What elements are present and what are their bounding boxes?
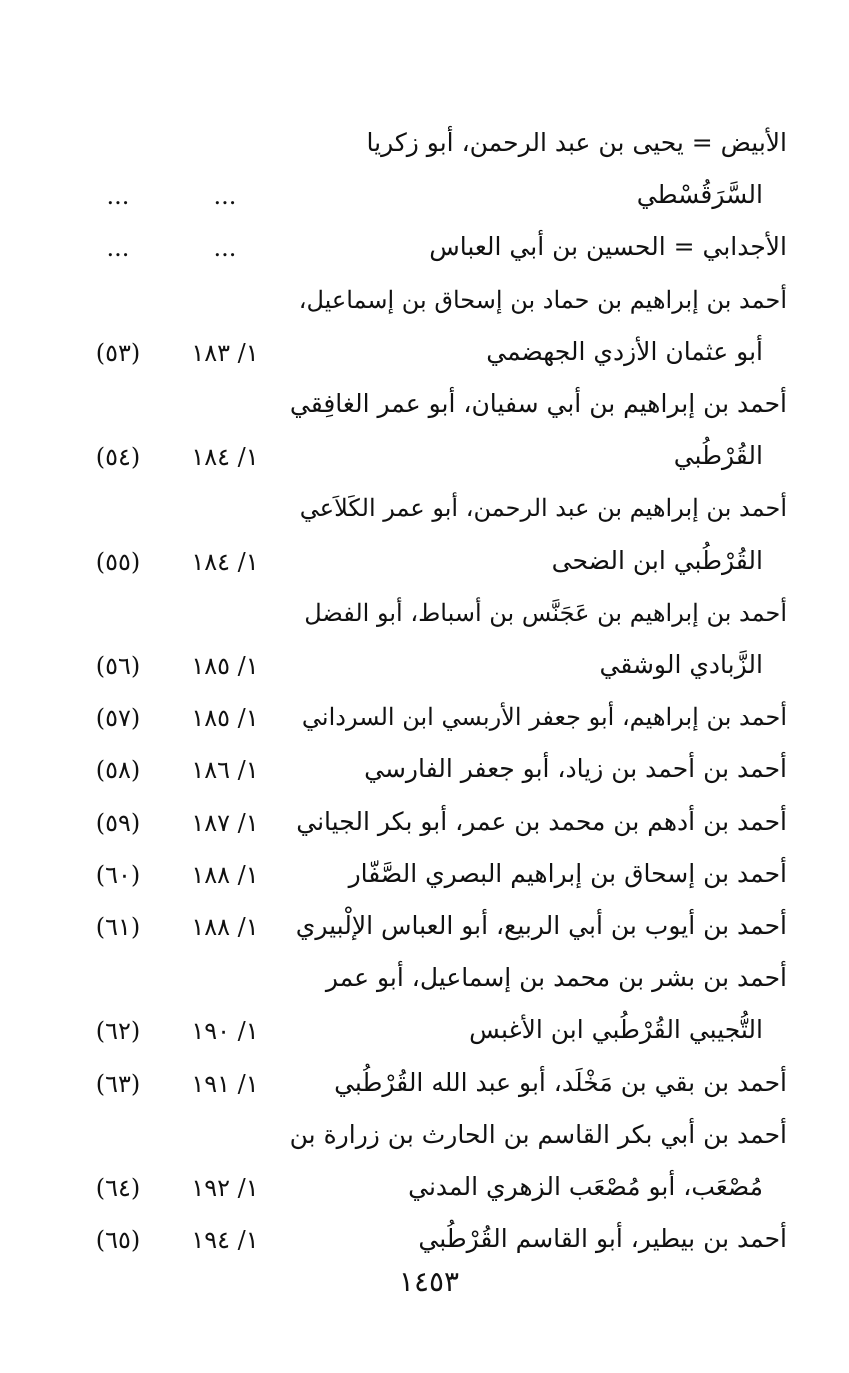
entry-name: القُرْطُبي ابن الضحى (551, 545, 763, 575)
index-line (0, 275, 849, 327)
entry-name: أبو عثمان الأزدي الجهضمي (486, 336, 763, 366)
volume-page-reference: ١/ ١٨٤ (191, 443, 259, 472)
page-number: ١٤٥٣ (398, 1265, 460, 1298)
index-line (0, 797, 849, 849)
entry-name: أحمد بن إبراهيم بن أبي سفيان، أبو عمر الغافِقي (289, 389, 787, 418)
index-line (0, 327, 849, 379)
index-line (0, 1005, 849, 1057)
entry-name: السَّرَقُسْطي (636, 180, 763, 210)
entry-number: (٦٠) (95, 860, 141, 889)
volume-page-reference: ١/ ١٨٥ (191, 704, 259, 733)
entry-number: (٥٤) (95, 443, 141, 472)
entry-number: (٥٩) (95, 808, 141, 837)
entry-name: أحمد بن أيوب بن أبي الربيع، أبو العباس الإلْبيري (295, 911, 787, 940)
index-line (0, 953, 849, 1005)
entry-number: (٦١) (95, 913, 141, 941)
index-line (0, 222, 849, 274)
volume-page-reference: ١/ ١٩١ (191, 1069, 259, 1098)
index-line (0, 849, 849, 901)
entry-name: الزَّبادي الوشقي (599, 650, 763, 679)
entry-name: أحمد بن إبراهيم بن عبد الرحمن، أبو عمر الكَلاَعي (299, 494, 787, 523)
entry-name: أحمد بن إسحاق بن إبراهيم البصري الصَّفّار (348, 858, 787, 888)
index-line (0, 1110, 849, 1162)
entry-number: (٦٣) (95, 1069, 141, 1098)
entry-name: الأبيض = يحيى بن عبد الرحمن، أبو زكريا (366, 128, 787, 157)
entry-number: (٥٦) (95, 652, 141, 680)
entry-number: ... (106, 234, 130, 263)
volume-page-reference: ١/ ١٨٤ (191, 547, 259, 576)
index-line (0, 379, 849, 431)
index-line (0, 901, 849, 953)
entry-name: أحمد بن إبراهيم بن عَجَنَّس بن أسباط، أبو الفضل (304, 598, 787, 627)
entry-number: (٥٣) (95, 338, 141, 367)
entry-number: (٦٤) (95, 1174, 141, 1202)
index-line (0, 1058, 849, 1110)
entry-number: (٥٨) (95, 756, 141, 785)
index-line (0, 1214, 849, 1266)
index-line (0, 483, 849, 535)
entry-name: القُرْطُبي (673, 441, 763, 471)
entry-name: أحمد بن بيطير، أبو القاسم القُرْطُبي (418, 1224, 787, 1254)
index-line (0, 170, 849, 222)
index-line (0, 744, 849, 796)
entry-name: التُّجيبي القُرْطُبي ابن الأغبس (469, 1015, 763, 1045)
volume-page-reference: ١/ ١٩٤ (191, 1226, 259, 1255)
entry-name: أحمد بن بشر بن محمد بن إسماعيل، أبو عمر (325, 963, 787, 993)
entry-number: (٥٧) (95, 704, 141, 733)
index-line (0, 1162, 849, 1214)
volume-page-reference: ١/ ١٨٥ (191, 652, 259, 680)
entry-number: (٦٢) (95, 1017, 141, 1046)
volume-page-reference: ١/ ١٨٨ (191, 913, 259, 941)
volume-page-reference: ١/ ١٩٠ (191, 1017, 259, 1046)
volume-page-reference: ١/ ١٩٢ (191, 1174, 259, 1202)
index-line (0, 692, 849, 744)
index-line (0, 431, 849, 483)
entry-number: (٦٥) (95, 1226, 141, 1255)
index-line (0, 118, 849, 170)
entry-name: مُصْعَب، أبو مُصْعَب الزهري المدني (408, 1172, 763, 1201)
entry-name: أحمد بن أدهم بن محمد بن عمر، أبو بكر الجياني (296, 806, 787, 836)
volume-page-reference: ١/ ١٨٣ (191, 338, 259, 367)
entry-number: (٥٥) (95, 547, 141, 576)
index-line (0, 536, 849, 588)
entry-name: أحمد بن أبي بكر القاسم بن الحارث بن زرارة بن (289, 1119, 787, 1149)
entry-name: أحمد بن بقي بن مَخْلَد، أبو عبد الله القُرْطُبي (334, 1067, 787, 1097)
index-line (0, 640, 849, 692)
volume-page-reference: ١/ ١٨٦ (191, 756, 259, 785)
entry-name: الأجدابي = الحسين بن أبي العباس (429, 232, 787, 262)
entry-number: ... (106, 182, 130, 211)
entry-name: أحمد بن أحمد بن زياد، أبو جعفر الفارسي (364, 754, 787, 784)
volume-page-reference: ١/ ١٨٨ (191, 860, 259, 889)
entry-name: أحمد بن إبراهيم بن حماد بن إسحاق بن إسماعيل، (298, 285, 787, 314)
volume-page-reference: ... (213, 234, 237, 263)
entry-name: أحمد بن إبراهيم، أبو جعفر الأربسي ابن السرداني (301, 703, 787, 732)
volume-page-reference: ... (213, 182, 237, 211)
index-line (0, 588, 849, 640)
volume-page-reference: ١/ ١٨٧ (191, 808, 259, 837)
